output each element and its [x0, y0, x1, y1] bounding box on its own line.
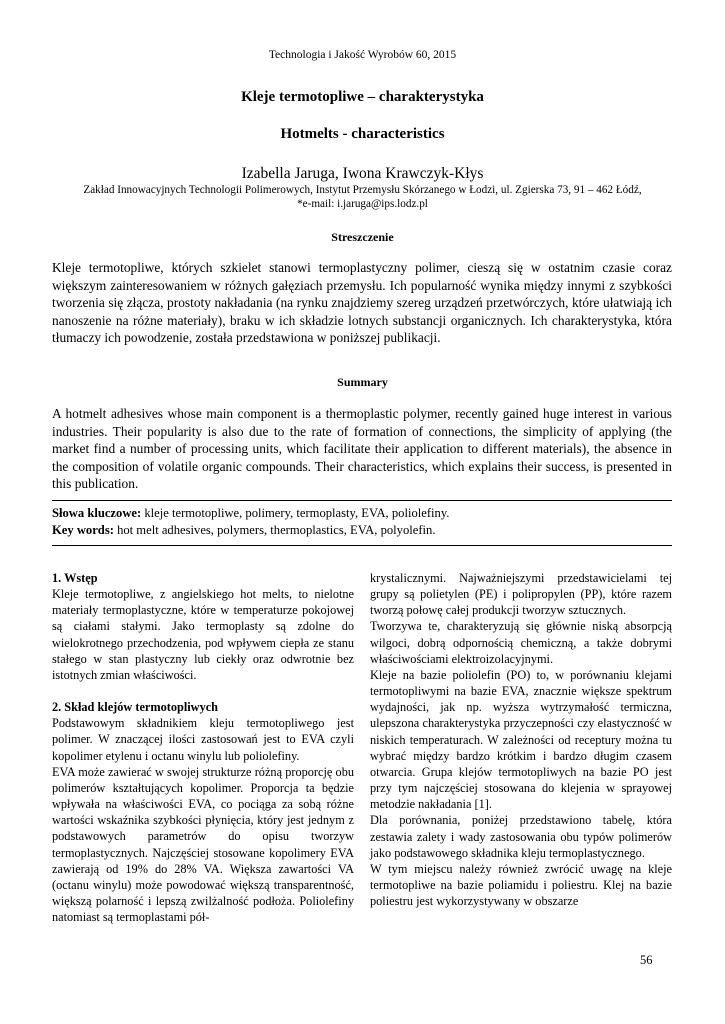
- title-english: Hotmelts - characteristics: [280, 126, 445, 142]
- summary-heading: Summary: [337, 375, 388, 389]
- section-1-heading: 1. Wstęp: [52, 571, 98, 585]
- right-column: [370, 570, 672, 909]
- streszczenie-heading: Streszczenie: [331, 230, 394, 244]
- keywords-en: [52, 522, 672, 539]
- section-2-paragraph-1: Podstawowym składnikiem kleju termotopliwego jest polimer. W znaczącej ilości zastosowań jest to EVA czyli kopolimer etylenu i octanu winylu lub poliolefiny.: [52, 716, 354, 763]
- affiliation: Zakład Innowacyjnych Technologii Polimerowych, Instytut Przemysłu Skórzanego w Łodzi, ul. Zgierska 73, 91 – 462 Łódź,: [83, 184, 642, 196]
- left-column: [52, 570, 354, 925]
- keywords-pl-label: Słowa kluczowe:: [52, 506, 142, 520]
- section-2-paragraph-2: EVA może zawierać w swojej strukturze różną proporcję obu polimerów kształtujących kopolimer. Proporcja ta będzie wpływała na właściwości EVA, co pociąga za sobą różne wartości wskaźnika szybkości płynięcia, który jest jednym z podstawowych parametrów do opisu tworzyw termoplastycznych. Najczęściej stosowane kopolimery EVA zawierają od 19% do 28% VA. Większa zawartości VA (octanu winylu) może powodować większą transparentność, większą polarność i lepszą zwilżalność podłoża. Poliolefiny natomiast są termoplastami pół-: [52, 764, 354, 925]
- keywords-block: [52, 505, 672, 539]
- right-paragraph-1: krystalicznymi. Najważniejszymi przedstawicielami tej grupy są polietylen (PE) i polipropylen (PP), które razem tworzą połowę całej produkcji tworzyw sztucznych.: [370, 571, 672, 618]
- page-number: 56: [640, 953, 653, 967]
- summary-text: A hotmelt adhesives whose main component is a thermoplastic polymer, recently gained huge interest in various industries. Their popularity is also due to the rate of formation of connections, the simplicity of applying (the market find a number of processing units, which facilitate their application to different materials), the absence in the composition of volatile organic compounds. Their characteristics, which explains their success, is presented in this publication.: [52, 406, 672, 492]
- divider-top: [52, 500, 672, 501]
- divider-bottom: [52, 545, 672, 546]
- keywords-en-label: Key words:: [52, 522, 114, 537]
- right-paragraph-4: Dla porównania, poniżej przedstawiono tabelę, która zestawia zalety i wady zastosowania obu typów polimerów jako podstawowego składnika kleju termoplastycznego.: [370, 813, 672, 860]
- title-polish: Kleje termotopliwe – charakterystyka: [241, 89, 484, 105]
- right-paragraph-2: Tworzywa te, charakteryzują się głównie niską absorpcją wilgoci, dobrą odpornością chemiczną, a także dobrymi właściwościami elektroizolacyjnymi.: [370, 619, 672, 666]
- section-1-paragraph: Kleje termotopliwe, z angielskiego hot melts, to nielotne materiały termoplastyczne, które w temperaturze pokojowej są ciałami stałymi. Jako termoplasty są zdolne do wielokrotnego przechodzenia, pod wpływem ciepła ze stanu stałego w stan plastyczny lub ciekły oraz odwrotnie bez istotnych zmian właściwości.: [52, 587, 354, 682]
- keywords-en-text: hot melt adhesives, polymers, thermoplastics, EVA, polyolefin.: [113, 522, 436, 537]
- section-2-heading: 2. Skład klejów termotopliwych: [52, 700, 219, 715]
- streszczenie-text: Kleje termotopliwe, których szkielet stanowi termoplastyczny polimer, cieszą się w ostatnim czasie coraz większym zainteresowaniem w różnych gałęziach przemysłu. Ich popularność wynika między innymi z szybkości tworzenia się złącza, prostoty nakładania (na rynku znajdziemy szereg urządzeń przetwórczych, które ułatwiają ich nanoszenie na różne materiały), braku w ich składzie lotnych substancji organicznych. Ich charakterystyka, która tłumaczy ich powodzenie, została przedstawiona w poniższej publikacji.: [52, 260, 672, 346]
- journal-header: Technologia i Jakość Wyrobów 60, 2015: [268, 49, 457, 61]
- authors: Izabella Jaruga, Iwona Krawczyk-Kłys: [241, 165, 484, 182]
- right-paragraph-3: Kleje na bazie poliolefin (PO) to, w porównaniu klejami termotopliwymi na bazie EVA, znacznie większe spektrum wydajności, jak np. wyższa wytrzymałość termiczna, ulepszona charakterystyka przyczepności czy elastyczność w niskich temperaturach. W zależności od receptury można tu wybrać między bardzo krótkim i bardzo długim czasem otwarcia. Grupa klejów termotopliwych na bazie PO jest przy tym najczęściej stosowana do klejenia w sprayowej metodzie nakładania [1].: [370, 667, 672, 812]
- keywords-pl: [52, 505, 672, 522]
- right-paragraph-5: W tym miejscu należy również zwrócić uwagę na kleje termotopliwe na bazie poliamidu i poliestru. Klej na bazie poliestru jest wykorzystywany w obszarze: [370, 861, 672, 909]
- affiliation-block: [40, 183, 685, 211]
- email: *e-mail: i.jaruga@ips.lodz.pl: [297, 198, 428, 210]
- keywords-pl-text: kleje termotopliwe, polimery, termoplasty, EVA, poliolefiny.: [141, 506, 450, 520]
